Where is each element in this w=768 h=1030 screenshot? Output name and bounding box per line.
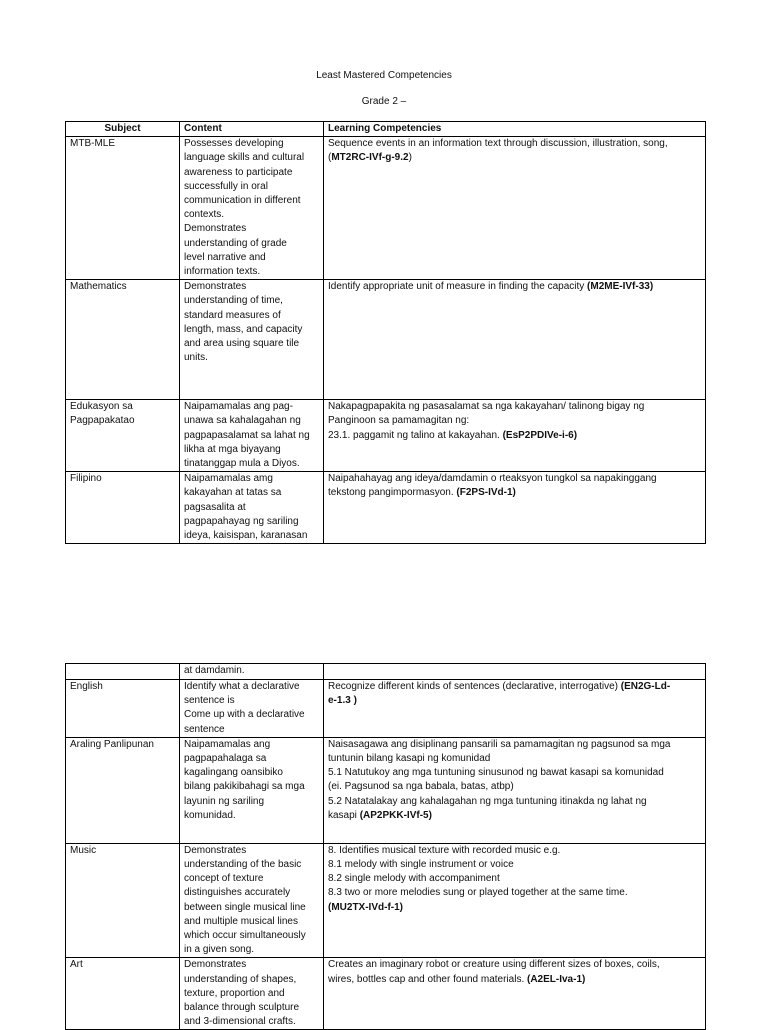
competency-line [328,844,701,858]
competency-line [328,795,701,809]
competency-line [328,872,701,886]
competency-line [328,137,701,151]
competency-text: Naipahahayag ang ideya/damdamin o rteaksyon tungkol sa napakinggang [328,473,657,485]
competency-cell [324,137,706,280]
content-line: understanding of time, [184,295,283,307]
content-line: unawa sa kahalagahan ng [184,415,301,427]
competency-text: Panginoon sa pamamagitan ng: [328,415,470,427]
content-line: understanding of the basic [184,859,302,871]
content-line: balance through sculpture [184,1002,300,1014]
table-row [66,280,706,400]
content-line: level narrative and [184,251,266,263]
table-row [66,680,706,738]
competency-line [328,472,701,486]
header-competencies: Learning Competencies [324,122,706,137]
competency-cell [324,737,706,843]
competency-text: wires, bottles cap and other found materials. [328,973,527,985]
content-line: pagsasalita at [184,501,246,513]
content-line: and 3-dimensional crafts. [184,1016,296,1028]
content-line: Identify what a declarative [184,681,300,692]
content-line: concept of texture [184,873,264,885]
content-line: Naipamamalas ang pag- [184,401,293,413]
competency-code: (AP2PKK-IVf-5) [359,809,432,821]
competency-line [328,809,701,823]
content-line: texture, proportion and [184,987,285,999]
competency-cell [324,680,706,738]
header-subject: Subject [66,122,180,137]
table-header-row [66,122,706,137]
subject-line: Filipino [70,473,102,485]
subject-cell [66,843,180,958]
competency-cell [324,843,706,958]
content-line: at damdamin. [184,665,245,676]
table-row [66,137,706,280]
competency-text: 8.3 two or more melodies sung or played together at the same time. [328,887,628,899]
competency-text: Sequence events in an information text through discussion, illustration, song, [328,138,668,150]
content-line: bilang pakikibahagi sa mga [184,781,305,793]
content-line: pagpapahayag ng sariling [184,515,299,527]
table-row [66,958,706,1030]
competencies-table-page-2 [65,663,706,1030]
content-cell [180,958,324,1030]
content-line: and multiple musical lines [184,915,298,927]
competency-line [328,780,701,794]
content-cell [180,737,324,843]
content-line: between single musical line [184,901,306,913]
table-row [66,400,706,472]
content-line: pagpapasalamat sa lahat ng [184,429,310,441]
competency-text: tekstong pangimpormasyon. [328,487,457,499]
competency-cell [324,400,706,472]
competency-cell [324,280,706,400]
competency-text: 23.1. paggamit ng talino at kakayahan. [328,429,503,441]
content-line: Demonstrates [184,844,247,856]
competency-text: (ei. Pagsunod sa nga babala, batas, atbp) [328,781,514,793]
content-line: communication in different [184,195,301,207]
content-line: length, mass, and capacity [184,323,303,335]
competency-text: Creates an imaginary robot or creature using different sizes of boxes, coils, [328,959,660,971]
competency-line [328,858,701,872]
competency-text: tuntunin bilang kasapi ng komunidad [328,753,491,765]
subject-line: Pagpapakatao [70,415,135,427]
competency-code: (MU2TX-IVd-f-1) [328,901,403,913]
content-line: information texts. [184,266,261,278]
content-cell [180,664,324,680]
content-line: understanding of grade [184,237,287,249]
content-line: Naipamamalas ang [184,738,271,750]
competency-code: (A2EL-Iva-1) [527,973,586,985]
competency-text: 8.2 single melody with accompaniment [328,873,500,885]
table-row [66,472,706,544]
header-content: Content [180,122,324,137]
content-line: successfully in oral [184,180,268,192]
content-line: in a given song. [184,944,255,956]
competency-cell [324,958,706,1030]
competency-code: e-1.3 ) [328,695,357,707]
competency-line [328,738,701,752]
subject-cell [66,280,180,400]
competency-line [328,886,701,900]
content-line: which occur simultaneously [184,930,306,942]
competency-code: (M2ME-IVf-33) [587,281,654,293]
competency-text: 8.1 melody with single instrument or voice [328,859,514,871]
competency-text: Naisasagawa ang disiplinang pansarili sa pamamagitan ng pagsunod sa mga [328,738,671,750]
content-line: distinguishes accurately [184,887,291,899]
subject-line: Mathematics [70,281,127,293]
subject-line: MTB-MLE [70,138,115,150]
competency-code: MT2RC-IVf-g-9.2 [331,152,409,164]
competency-cell [324,472,706,544]
content-line: and area using square tile [184,338,300,350]
competency-line [328,151,701,165]
table-row [66,737,706,843]
content-line: sentence [184,723,225,735]
content-line: understanding of shapes, [184,973,297,985]
content-line: ideya, kaisispan, karanasan [184,530,308,542]
content-line: language skills and cultural [184,152,305,164]
content-line: contexts. [184,209,225,221]
content-line: tinatanggap mula a Diyos. [184,458,300,470]
content-line: standard measures of [184,309,281,321]
content-line: Come up with a declarative [184,709,305,721]
subject-line: English [70,681,103,692]
content-line: Demonstrates [184,223,247,235]
table-row [66,843,706,958]
content-line: pagpapahalaga sa [184,753,267,765]
content-cell [180,472,324,544]
content-line: Naipamamalas amg [184,473,273,485]
subject-cell [66,737,180,843]
competency-text: 8. Identifies musical texture with recorded music e.g. [328,844,561,856]
competency-line [328,400,701,414]
competency-line [328,429,701,443]
competency-line [328,901,701,915]
subject-cell [66,680,180,738]
competency-code: (EN2G-Ld- [620,681,671,692]
competency-line [328,486,701,500]
subject-cell [66,472,180,544]
content-line: awareness to participate [184,166,293,178]
competency-line [328,766,701,780]
content-line: kakayahan at tatas sa [184,487,282,499]
competency-text: 5.1 Natutukoy ang mga tuntuning sinusunod ng bawat kasapi sa komunidad [328,767,664,779]
competency-text: Identify appropriate unit of measure in finding the capacity [328,281,588,293]
competency-text: Nakapagpapakita ng pasasalamat sa nga kakayahan/ talinong bigay ng [328,401,645,413]
subject-line: Art [70,959,83,971]
competency-line [328,680,701,694]
content-line: Possesses developing [184,138,284,150]
subject-cell [66,137,180,280]
content-line: units. [184,352,208,364]
competency-text: 5.2 Natatalakay ang kahalagahan ng mga tuntuning itinakda ng lahat ng [328,795,647,807]
subject-line: Music [70,844,97,856]
grade-heading: Grade 2 – [361,96,407,107]
competency-code: (F2PS-IVd-1) [456,487,516,499]
content-line: layunin ng sariling [184,795,265,807]
content-line: Demonstrates [184,959,247,971]
subject-line: Edukasyon sa [70,401,133,413]
content-line: likha at mga biyayang [184,443,281,455]
competency-line [328,958,701,972]
content-line: komunidad. [184,809,236,821]
competency-text: ( [328,152,332,164]
document-title: Least Mastered Competencies [316,70,452,81]
competency-line [328,752,701,766]
competency-code: (EsP2PDIVe-i-6) [502,429,578,441]
subject-cell [66,400,180,472]
content-line: Demonstrates [184,281,247,293]
subject-cell [66,664,180,680]
competencies-table-page-1 [65,121,706,544]
content-cell [180,400,324,472]
content-line: kagalingang oansibiko [184,767,283,779]
content-cell [180,280,324,400]
content-line: sentence is [184,695,235,707]
competency-text: Recognize different kinds of sentences (declarative, interrogative) [328,681,621,692]
content-cell [180,137,324,280]
competency-line [328,414,701,428]
subject-line: Araling Panlipunan [70,738,154,750]
competency-line [328,280,701,294]
competency-line [328,973,701,987]
competency-cell [324,664,706,680]
table-row [66,664,706,680]
content-cell [180,843,324,958]
competency-line [328,694,701,708]
competency-text: kasapi [328,809,360,821]
subject-cell [66,958,180,1030]
content-cell [180,680,324,738]
competency-text: ) [408,152,412,164]
